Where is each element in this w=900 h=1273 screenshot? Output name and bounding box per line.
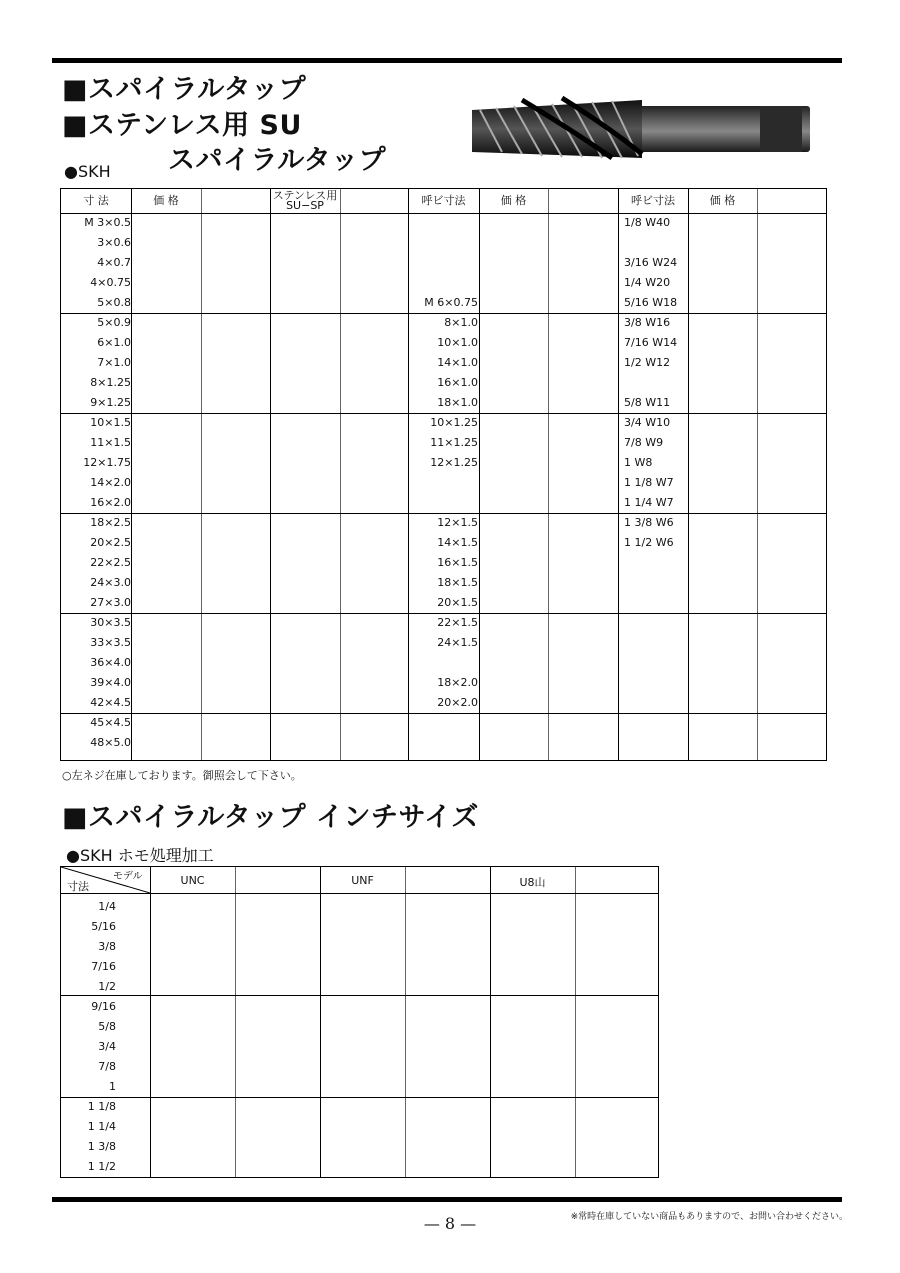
list-item: 3/8 (98, 940, 116, 953)
footer-note: ※常時在庫していない商品もありますので、お問い合わせください。 (570, 1212, 848, 1222)
whitworth-size-column (618, 213, 688, 553)
header-unf: UNF (351, 874, 374, 887)
list-item: 14×1.5 (437, 536, 478, 549)
header-su-sp (270, 189, 340, 213)
list-item (408, 273, 478, 293)
list-item: 22×1.5 (437, 616, 478, 629)
list-item: M 6×0.75 (424, 296, 478, 309)
list-item: 12×1.25 (430, 456, 478, 469)
list-item: 20×1.5 (437, 596, 478, 609)
header-u8: U8山 (519, 876, 546, 889)
list-item: 16×2.0 (90, 496, 131, 509)
list-item: 3/8 W16 (624, 316, 671, 329)
list-item: 1 1/2 W6 (624, 536, 674, 549)
list-item: 5×0.9 (97, 316, 131, 329)
list-item: M 3×0.5 (84, 216, 131, 229)
header-unc: UNC (180, 874, 205, 887)
list-item: 33×3.5 (90, 636, 131, 649)
list-item: 4×0.7 (97, 256, 131, 269)
list-item: 36×4.0 (90, 656, 131, 669)
list-item: 22×2.5 (90, 556, 131, 569)
list-item: 3/4 W10 (624, 416, 671, 429)
list-item: 8×1.25 (90, 376, 131, 389)
list-item: 1 1/4 (87, 1120, 116, 1133)
header-size-2: 寸法 (67, 880, 89, 893)
list-item: 5/16 W18 (624, 296, 678, 309)
skh-label: ●SKH (64, 162, 111, 181)
list-item: 30×3.5 (90, 616, 131, 629)
list-item: 1 1/8 W7 (624, 476, 674, 489)
list-item: 1 (109, 1080, 116, 1093)
header-model: モデル (113, 871, 143, 882)
list-item: 9×1.25 (90, 396, 131, 409)
list-item: 42×4.5 (90, 696, 131, 709)
list-item: 1 3/8 (87, 1140, 116, 1153)
list-item: 5×0.8 (97, 296, 131, 309)
list-item: 27×3.0 (90, 596, 131, 609)
list-item: 3/16 W24 (624, 256, 678, 269)
list-item: 4×0.75 (90, 276, 131, 289)
list-item: 1/2 W12 (624, 356, 671, 369)
list-item: 16×1.0 (437, 376, 478, 389)
list-item: 1 1/2 (87, 1160, 116, 1173)
list-item: 16×1.5 (437, 556, 478, 569)
list-item: 14×1.0 (437, 356, 478, 369)
list-item (408, 473, 478, 493)
inch-size-column (61, 897, 116, 1177)
header-nominal-2: 呼ビ寸法 (631, 194, 675, 207)
skh-homo-label: ●SKH ホモ処理加工 (66, 846, 214, 865)
list-item: 20×2.0 (437, 696, 478, 709)
list-item: 12×1.75 (83, 456, 131, 469)
list-item: 24×3.0 (90, 576, 131, 589)
metric-size-column (61, 213, 131, 753)
list-item: 1 1/8 (87, 1100, 116, 1113)
list-item (408, 253, 478, 273)
list-item: 18×2.0 (437, 676, 478, 689)
list-item: 11×1.5 (90, 436, 131, 449)
list-item: 7/16 (91, 960, 116, 973)
header-size: 寸 法 (83, 194, 109, 207)
list-item: 18×1.0 (437, 396, 478, 409)
list-item: 14×2.0 (90, 476, 131, 489)
list-item: 10×1.25 (430, 416, 478, 429)
fine-size-column (408, 213, 478, 713)
list-item: 7×1.0 (97, 356, 131, 369)
list-item (624, 373, 688, 393)
list-item: 18×1.5 (437, 576, 478, 589)
list-item (408, 233, 478, 253)
header-price-2: 価 格 (500, 194, 527, 207)
list-item: 8×1.0 (444, 316, 478, 329)
title-inch-size: ■スパイラルタップ インチサイズ (62, 802, 479, 833)
list-item: 9/16 (91, 1000, 116, 1013)
metric-spiral-tap-table (60, 188, 827, 761)
header-price-1: 価 格 (153, 194, 179, 207)
list-item (408, 653, 478, 673)
header-su-sp-line2: SU−SP (286, 199, 324, 212)
list-item: 18×2.5 (90, 516, 131, 529)
list-item: 1 3/8 W6 (624, 516, 674, 529)
list-item: 11×1.25 (430, 436, 478, 449)
list-item: 7/16 W14 (624, 336, 678, 349)
header-su-sp-line1: ステンレス用 (272, 189, 338, 202)
title-spiral-tap: ■スパイラルタップ (62, 74, 307, 105)
list-item: 5/8 (98, 1020, 116, 1033)
list-item: 1/2 (98, 980, 116, 993)
list-item: 1/4 W20 (624, 276, 671, 289)
page-number: — 8 — (423, 1214, 477, 1233)
inch-spiral-tap-table (60, 866, 659, 1178)
list-item: 3×0.6 (97, 236, 131, 249)
list-item: 48×5.0 (90, 736, 131, 749)
title-stainless-su: ■ステンレス用 SU (62, 110, 302, 141)
list-item: 20×2.5 (90, 536, 131, 549)
title-stainless-spiral: スパイラルタップ (168, 145, 387, 176)
list-item: 1 W8 (624, 456, 653, 469)
list-item: 1/4 (98, 900, 116, 913)
list-item: 1 1/4 W7 (624, 496, 674, 509)
list-item: 1/8 W40 (624, 216, 671, 229)
list-item: 12×1.5 (437, 516, 478, 529)
top-rule (52, 58, 842, 63)
header-price-3: 価 格 (709, 194, 736, 207)
list-item: 5/8 W11 (624, 396, 671, 409)
list-item: 45×4.5 (90, 716, 131, 729)
list-item: 10×1.0 (437, 336, 478, 349)
spiral-tap-photo (462, 96, 810, 164)
list-item (624, 233, 688, 253)
list-item: 6×1.0 (97, 336, 131, 349)
list-item: 7/8 W9 (624, 436, 664, 449)
list-item (408, 213, 478, 233)
list-item: 5/16 (91, 920, 116, 933)
list-item: 10×1.5 (90, 416, 131, 429)
list-item: 24×1.5 (437, 636, 478, 649)
list-item: 3/4 (98, 1040, 116, 1053)
left-thread-note: ○左ネジ在庫しております。御照会して下さい。 (62, 769, 302, 782)
header-nominal-1: 呼ビ寸法 (421, 194, 466, 207)
bottom-rule (52, 1197, 842, 1202)
list-item: 39×4.0 (90, 676, 131, 689)
list-item: 7/8 (98, 1060, 116, 1073)
list-item (408, 493, 478, 513)
